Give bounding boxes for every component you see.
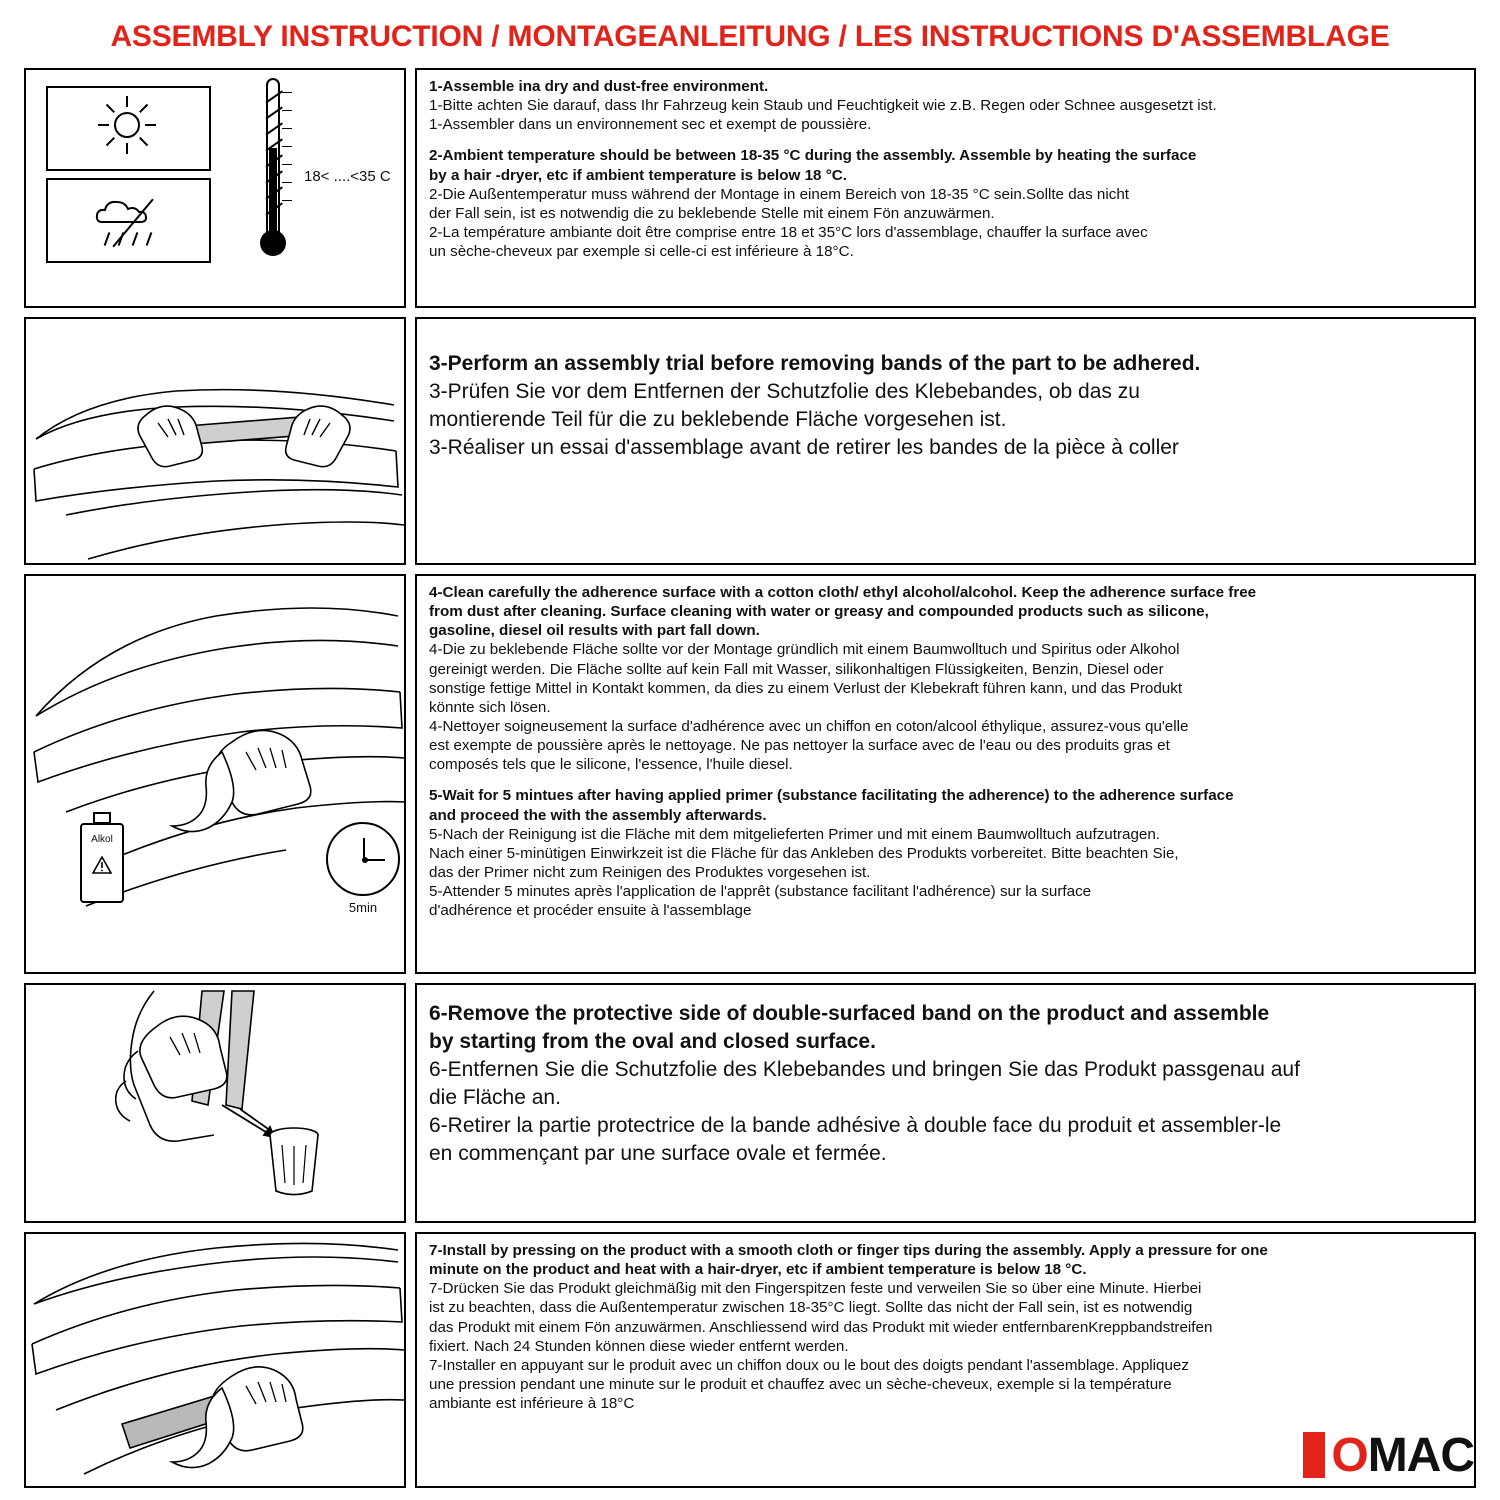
step6-line-de-1: 6-Entfernen Sie die Schutzfolie des Klebebandes und bringen Sie das Produkt passgenau auf xyxy=(429,1057,1300,1081)
sun-icon xyxy=(114,112,140,138)
step-row-7 xyxy=(24,1232,1476,1488)
step2-line-fr-2: un sèche-cheveux par exemple si celle-ci est inférieure à 18°C. xyxy=(429,243,854,261)
step6-line-en-1: 6-Remove the protective side of double-surfaced band on the product and assemble xyxy=(429,1002,1270,1025)
logo-wordmark xyxy=(1331,1428,1474,1483)
step6-text-cell xyxy=(415,983,1476,1223)
omac-logo xyxy=(1303,1426,1474,1484)
step3-line-en: 3-Perform an assembly trial before removing bands of the part to be adhered. xyxy=(429,352,1201,375)
step4-line-de-2: gereinigt werden. Die Fläche sollte auf kein Fall mit Wasser, silikonhaltigen Flüssigkeiten, Benzin, Diesel oder xyxy=(429,660,1164,678)
step4-line-fr-1: 4-Nettoyer soigneusement la surface d'adhérence avec un chiffon en coton/alcool éthylique, assurez-vous qu'elle xyxy=(429,717,1189,735)
step1-line-de: 1-Bitte achten Sie darauf, dass Ihr Fahrzeug kein Staub und Feuchtigkeit wie z.B. Regen oder Schnee ausgesetzt ist. xyxy=(429,97,1217,115)
step7-line-de-2: ist zu beachten, dass die Außentemperatur zwischen 18-35°C liegt. Sollte das nicht der Fall sein, ist es notwendig xyxy=(429,1299,1193,1317)
step7-line-fr-2: une pression pendant une minute sur le produit et chauffez avec un sèche-cheveux, exemple si la température xyxy=(429,1375,1172,1393)
step4-line-en-3: gasoline, diesel oil results with part fall down. xyxy=(429,622,760,640)
step-row-4-5 xyxy=(24,574,1476,974)
step-row-3 xyxy=(24,317,1476,565)
hand-press-product-icon xyxy=(26,1234,404,1486)
step-row-1 xyxy=(24,68,1476,308)
logo-mark xyxy=(1303,1432,1325,1478)
no-rain-box xyxy=(46,178,211,263)
step3-line-de-2: montierende Teil für die zu beklebende Fläche vorgesehen ist. xyxy=(429,407,1007,431)
step4-line-fr-3: composés tels que le silicone, l'essence, l'huile diesel. xyxy=(429,756,793,774)
step7-illustration-cell xyxy=(24,1232,406,1488)
step4-line-de-4: könnte sich lösen. xyxy=(429,698,551,716)
step3-line-de-1: 3-Prüfen Sie vor dem Entfernen der Schutzfolie des Klebebandes, ob das zu xyxy=(429,379,1140,403)
step4-line-en-1: 4-Clean carefully the adherence surface with a cotton cloth/ ethyl alcohol/alcohol. Keep the adherence surface free xyxy=(429,584,1257,601)
peel-tape-trash-icon xyxy=(26,985,404,1221)
step1-line-en: 1-Assemble ina dry and dust-free environment. xyxy=(429,78,769,95)
step5-line-fr-1: 5-Attender 5 minutes après l'application de l'apprêt (substance facilitant l'adhérence) sur la surface xyxy=(429,883,1092,901)
step6-line-fr-1: 6-Retirer la partie protectrice de la bande adhésive à double face du produit et assembler-le xyxy=(429,1113,1282,1137)
step5-line-en-2: and proceed the with the assembly afterwards. xyxy=(429,806,767,824)
step4-line-de-1: 4-Die zu beklebende Fläche sollte vor der Montage gründlich mit einem Baumwolltuch und Spiritus oder Alkohol xyxy=(429,641,1180,659)
clock-label: 5min xyxy=(348,900,378,915)
step7-line-fr-3: ambiante est inférieure à 18°C xyxy=(429,1395,635,1413)
warning-triangle-icon xyxy=(92,856,112,874)
step5-line-fr-2: d'adhérence et procéder ensuite à l'assemblage xyxy=(429,902,752,920)
bottle-label: Alkol xyxy=(91,834,113,845)
step6-line-fr-2: en commençant par une surface ovale et fermée. xyxy=(429,1141,887,1165)
page-title: ASSEMBLY INSTRUCTION / MONTAGEANLEITUNG / LES INSTRUCTIONS D'ASSEMBLAGE xyxy=(110,20,1390,53)
step1-line-fr: 1-Assembler dans un environnement sec et exempt de poussière. xyxy=(429,116,872,134)
step5-line-de-2: Nach einer 5-minütigen Einwirkzeit ist die Fläche für das Ankleben des Produkts vorbereitet. Bitte beachten Sie, xyxy=(429,844,1179,862)
step6-line-de-2: die Fläche an. xyxy=(429,1085,561,1109)
step4-line-de-3: sonstige fettige Mittel in Kontakt kommen, da dies zu einem Verlust der Klebekraft führen kann, und das Produkt xyxy=(429,679,1183,697)
step-row-6 xyxy=(24,983,1476,1223)
step7-line-en-1: 7-Install by pressing on the product with a smooth cloth or finger tips during the assembly. Apply a pressure for one xyxy=(429,1242,1268,1259)
logo-letters-mac: MAC xyxy=(1367,1428,1474,1482)
step6-line-en-2: by starting from the oval and closed surface. xyxy=(429,1029,876,1053)
sun-box xyxy=(46,86,211,171)
step1-illustration xyxy=(26,70,404,306)
step5-line-de-3: das der Primer nicht zum Reinigen des Produktes vorgesehen ist. xyxy=(429,863,871,881)
step5-line-de-1: 5-Nach der Reinigung ist die Fläche mit dem mitgelieferten Primer und mit einem Baumwolltuch aufzutragen. xyxy=(429,825,1161,843)
step7-line-de-3: das Produkt mit einem Fön anzuwärmen. Anschliessend wird das Produkt mit wieder entfernbarenKreppbandstreifen xyxy=(429,1318,1213,1336)
step4-illustration-cell xyxy=(24,574,406,974)
step7-line-de-4: fixiert. Nach 24 Stunden können diese wieder entfernt werden. xyxy=(429,1337,849,1355)
step4-line-en-2: from dust after cleaning. Surface cleaning with water or greasy and compounded products such as silicone, xyxy=(429,603,1209,621)
steps-container xyxy=(24,68,1476,1488)
step2-line-en-2: by a hair -dryer, etc if ambient temperature is below 18 °C. xyxy=(429,166,847,184)
step2-line-fr-1: 2-La température ambiante doit être comprise entre 18 et 35°C lors d'assemblage, chauffer la surface avec xyxy=(429,223,1148,241)
alcohol-bottle-icon xyxy=(74,812,130,904)
step1-illustration-cell xyxy=(24,68,406,308)
step7-line-en-2: minute on the product and heat with a hair-dryer, etc if ambient temperature is below 18 °C. xyxy=(429,1261,1087,1279)
hands-trial-fit-icon xyxy=(26,319,404,563)
step3-illustration-cell xyxy=(24,317,406,565)
step1-2-text-cell xyxy=(415,68,1476,308)
step5-line-en-1: 5-Wait for 5 mintues after having applied primer (substance facilitating the adherence) to the adherence surface xyxy=(429,787,1234,805)
step4-5-text-cell xyxy=(415,574,1476,974)
step2-line-de-1: 2-Die Außentemperatur muss während der Montage in einem Bereich von 18-35 °C sein.Sollte das nicht xyxy=(429,185,1130,203)
step3-text-cell xyxy=(415,317,1476,565)
step6-illustration-cell xyxy=(24,983,406,1223)
temperature-range-label: 18< ....<35 C xyxy=(304,168,391,185)
logo-letter-o: O xyxy=(1331,1428,1368,1482)
step3-line-fr: 3-Réaliser un essai d'assemblage avant de retirer les bandes de la pièce à coller xyxy=(429,435,1179,459)
step7-line-fr-1: 7-Installer en appuyant sur le produit avec un chiffon doux ou le bout des doigts pendant l'assemblage. Appliquez xyxy=(429,1356,1189,1374)
step2-line-de-2: der Fall sein, ist es notwendig die zu beklebende Stelle mit einem Fön anzuwärmen. xyxy=(429,204,995,222)
thermometer-icon xyxy=(252,78,292,278)
clock-icon xyxy=(326,822,400,896)
step2-line-en-1: 2-Ambient temperature should be between 18-35 °C during the assembly. Assemble by heating the surface xyxy=(429,147,1197,165)
step4-line-fr-2: est exempte de poussière après le nettoyage. Ne pas nettoyer la surface avec de l'eau ou des produits gras et xyxy=(429,737,1170,755)
step7-line-de-1: 7-Drücken Sie das Produkt gleichmäßig mit den Fingerspitzen feste und verweilen Sie so über eine Minute. Hierbei xyxy=(429,1280,1202,1298)
